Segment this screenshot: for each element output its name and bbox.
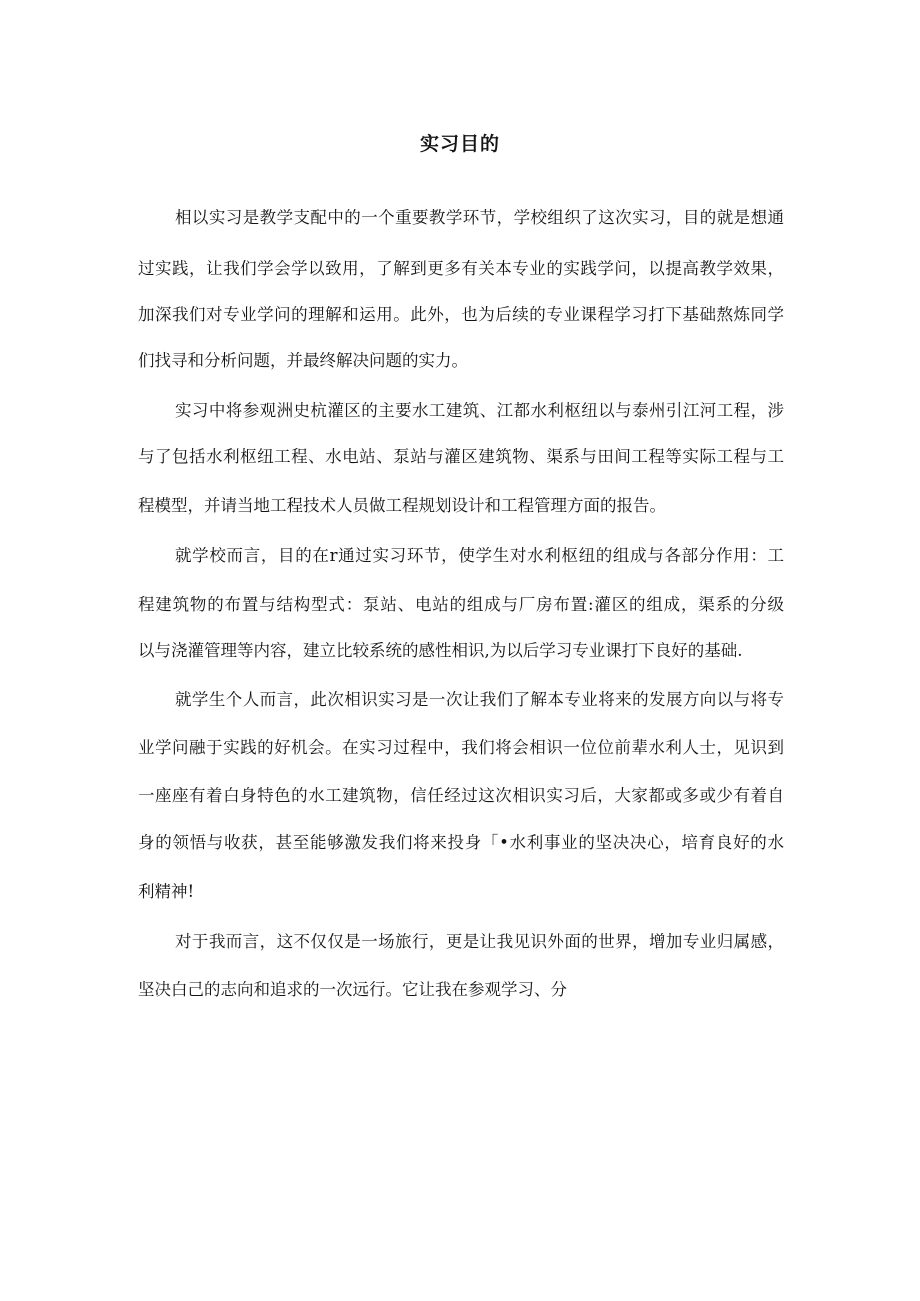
paragraph-4-line-3: 一座座有着白身特色的水工建筑物，信任经过这次相识实习后，大家都或多或少有着自 [138, 786, 784, 805]
paragraph-4-line-1: 就学生个人而言，此次相识实习是一次让我们了解本专业将来的发展方向以与将专 [175, 690, 784, 709]
paragraph-3-line-1: 就学校而言，目的在r通过实习环节，使学生对水利枢纽的组成与各部分作用：工 [175, 546, 784, 565]
paragraph-3-line-2: 程建筑物的布置与结构型式：泵站、电站的组成与厂房布置:灌区的组成，渠系的分级 [138, 595, 784, 614]
paragraph-1-line-1: 相以实习是教学支配中的一个重要教学环节，学校组织了这次实习，目的就是想通 [175, 208, 784, 227]
paragraph-2-line-1: 实习中将参观洲史杭灌区的主要水工建筑、江都水利枢纽以与泰州引江河工程，涉 [175, 401, 784, 420]
paragraph-2-line-2: 与了包括水利枢纽工程、水电站、泵站与灌区建筑物、渠系与田间工程等实际工程与工 [138, 447, 784, 466]
paragraph-3-line-3: 以与浇灌管理等内容，建立比较系统的感性相识,为以后学习专业课打下良好的基础. [138, 641, 743, 660]
paragraph-5-line-2: 坚决白己的志向和追求的一次远行。它让我在参观学习、分 [138, 980, 567, 999]
paragraph-2-line-3: 程模型，并请当地工程技术人员做工程规划设计和工程管理方面的报告。 [138, 496, 666, 515]
paragraph-1-line-2: 过实践，让我们学会学以致用，了解到更多有关本专业的实践学问，以提高教学效果， [138, 259, 784, 278]
paragraph-1-line-4: 们找寻和分析问题，并最终解决问题的实力。 [138, 351, 468, 370]
paragraph-5-line-1: 对于我而言，这不仅仅是一场旅行，更是让我见识外面的世界，增加专业归属感， [175, 932, 784, 951]
page-title: 实习目的 [419, 133, 500, 155]
paragraph-4-line-2: 业学问融于实践的好机会。在实习过程中，我们将会相识一位位前辈水利人士，见识到 [138, 738, 784, 757]
paragraph-4-line-4: 身的领悟与收获，甚至能够激发我们将来投身「•水利事业的坚决决心，培育良好的水 [138, 833, 784, 852]
paragraph-4-line-5: 利精神! [138, 882, 195, 901]
paragraph-1-line-3: 加深我们对专业学问的理解和运用。此外，也为后续的专业课程学习打下基础熬炼同学 [138, 305, 784, 324]
